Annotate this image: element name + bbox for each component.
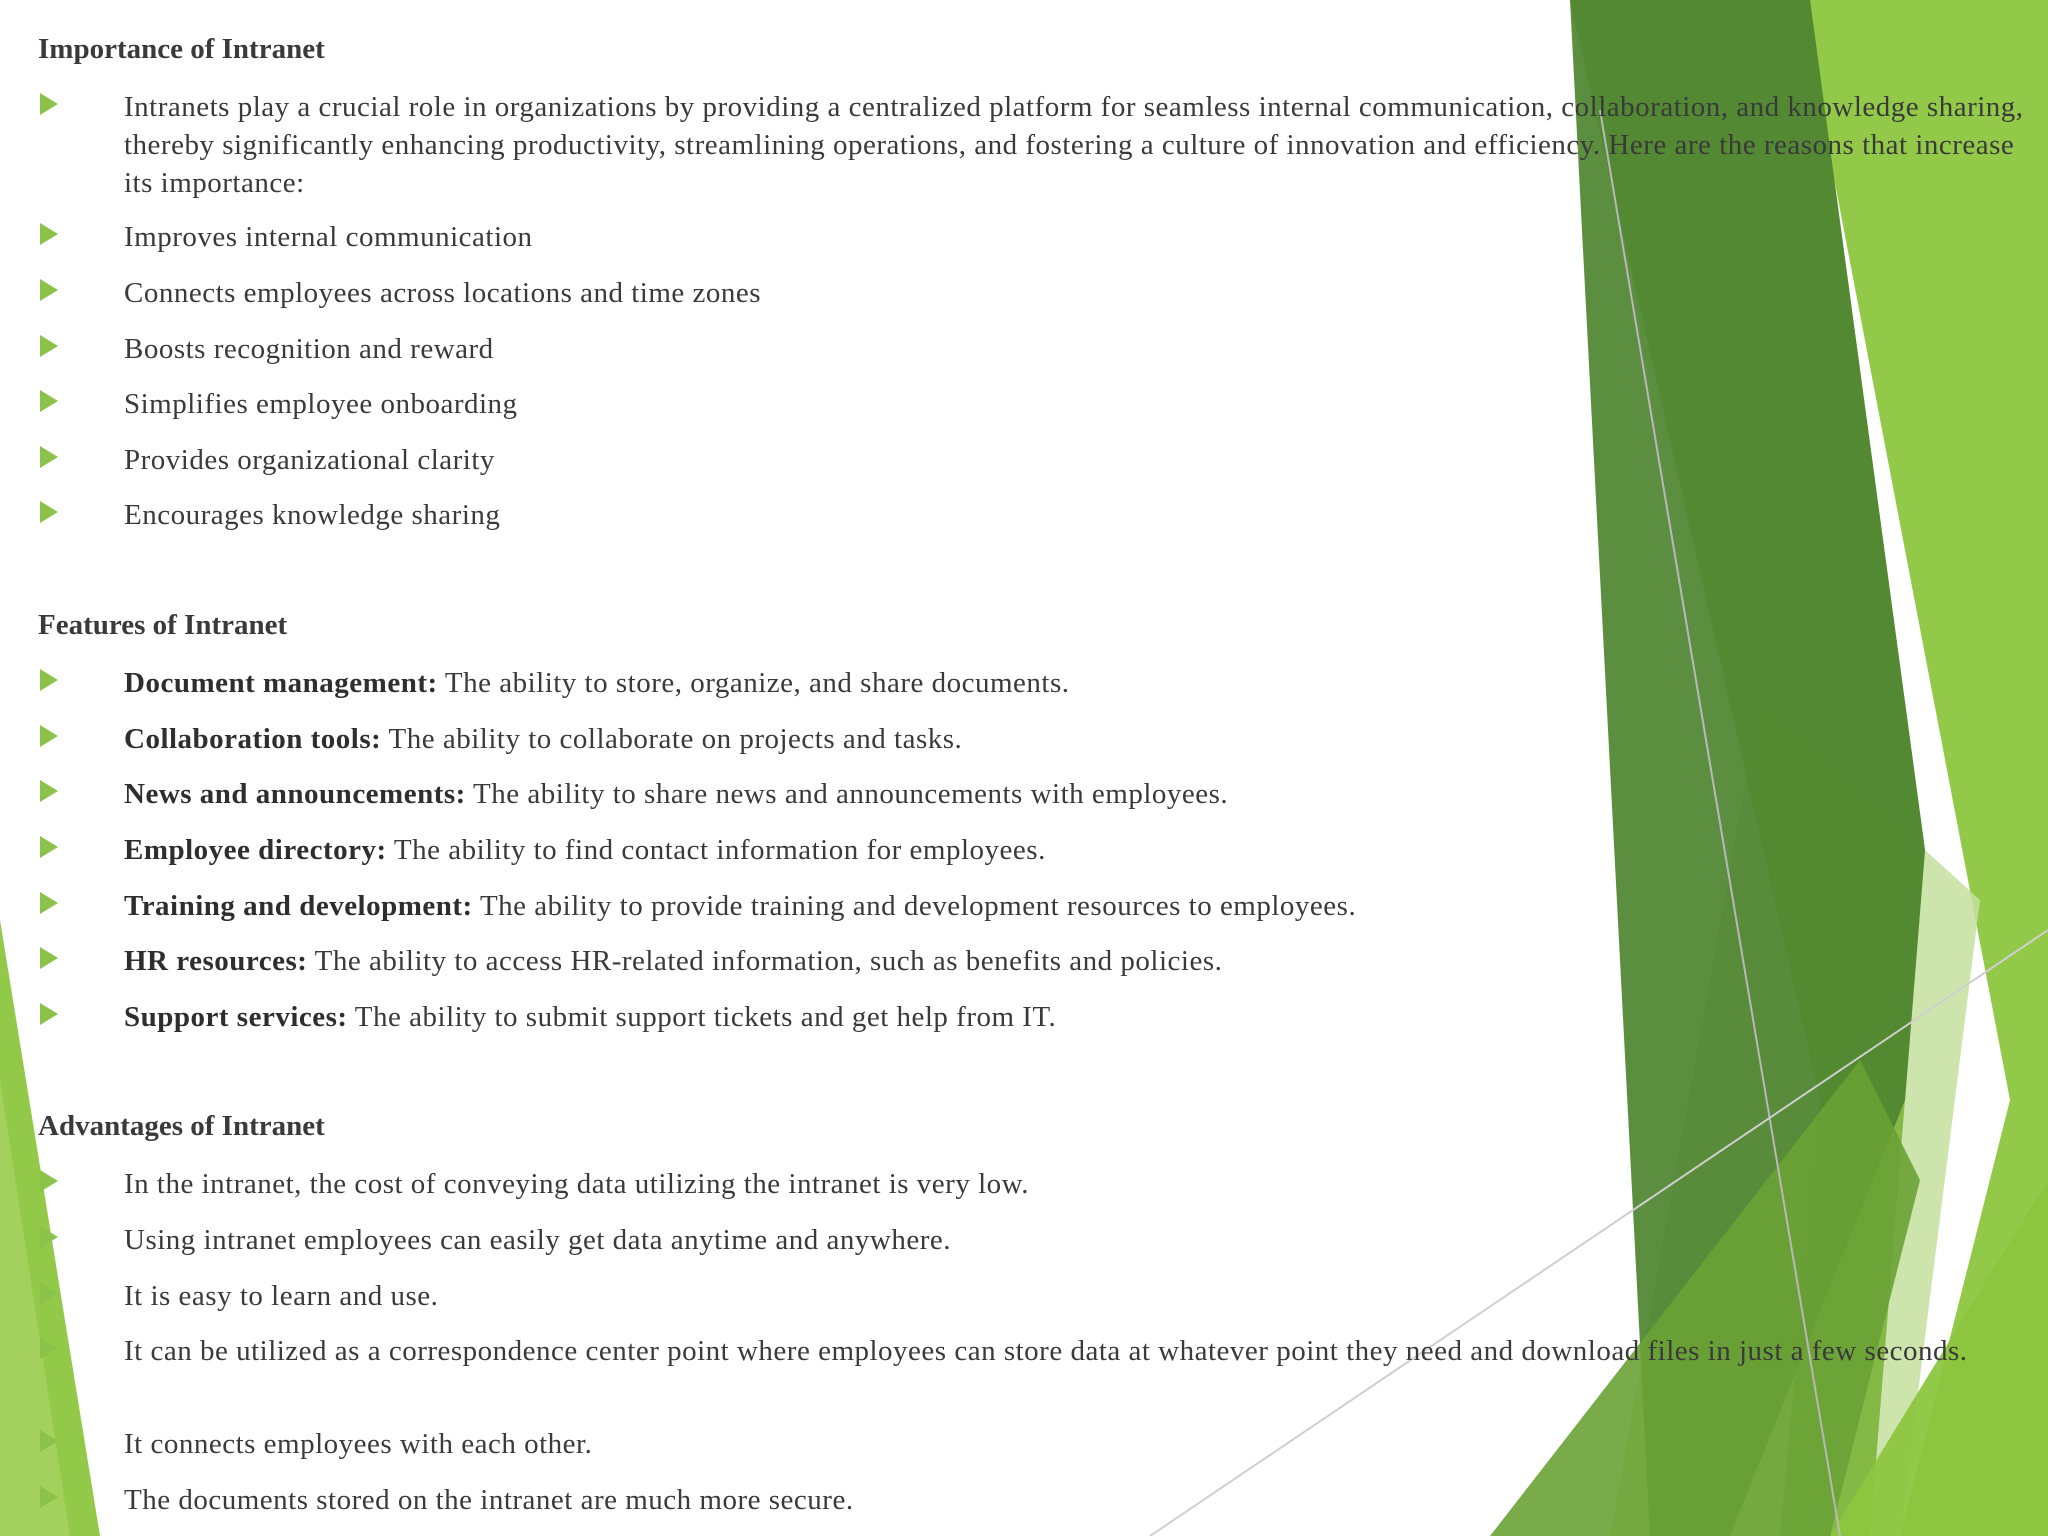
advantage-item: It is easy to learn and use.: [124, 1280, 439, 1312]
importance-item: Provides organizational clarity: [124, 444, 495, 476]
importance-item: Encourages knowledge sharing: [124, 499, 501, 531]
features-heading: Features of Intranet: [38, 609, 288, 641]
feature-term: Employee directory:: [124, 834, 387, 866]
advantage-item: The documents stored on the intranet are much more secure.: [124, 1484, 854, 1516]
triangle-right-bullet-icon: [40, 780, 58, 802]
feature-desc: The ability to submit support tickets and get help from IT.: [347, 1001, 1057, 1033]
importance-item: Improves internal communication: [124, 221, 533, 253]
feature-desc: The ability to access HR-related information, such as benefits and policies.: [307, 945, 1223, 977]
feature-item: [124, 775, 2024, 813]
triangle-right-bullet-icon: [40, 335, 58, 357]
importance-item: Connects employees across locations and time zones: [124, 277, 762, 309]
importance-intro-text: Intranets play a crucial role in organizations by providing a centralized platform for seamless internal communication, collaboration, and knowledge sharing, thereby significantly enhancing productivity, streamlining operations, and fostering a culture of innovation and efficiency. Here are the reasons that increase its importance:: [124, 91, 2024, 199]
feature-term: Training and development:: [124, 890, 473, 922]
feature-desc: The ability to find contact information for employees.: [386, 834, 1046, 866]
feature-term: Support services:: [124, 1001, 348, 1033]
feature-term: Document management:: [124, 667, 438, 699]
feature-desc: The ability to provide training and development resources to employees.: [472, 890, 1357, 922]
advantage-item: It can be utilized as a correspondence center point where employees can store data at whatever point they need and download files in just a few seconds.: [124, 1335, 1968, 1367]
triangle-right-bullet-icon: [40, 1226, 58, 1248]
importance-item: Simplifies employee onboarding: [124, 388, 518, 420]
triangle-right-bullet-icon: [40, 446, 58, 468]
advantage-item: It connects employees with each other.: [124, 1428, 593, 1460]
triangle-right-bullet-icon: [40, 1170, 58, 1192]
feature-item: [124, 664, 2024, 702]
feature-item: [124, 942, 2024, 980]
triangle-right-bullet-icon: [40, 669, 58, 691]
feature-item: [124, 831, 2024, 869]
triangle-right-bullet-icon: [40, 892, 58, 914]
feature-item: [124, 720, 2024, 758]
triangle-right-bullet-icon: [40, 725, 58, 747]
feature-desc: The ability to collaborate on projects and tasks.: [381, 723, 963, 755]
feature-item: [124, 998, 2024, 1036]
triangle-right-bullet-icon: [40, 1003, 58, 1025]
feature-item: [124, 887, 2024, 925]
triangle-right-bullet-icon: [40, 1337, 58, 1359]
advantages-heading: Advantages of Intranet: [38, 1110, 325, 1142]
triangle-right-bullet-icon: [40, 279, 58, 301]
importance-heading: Importance of Intranet: [38, 33, 325, 65]
feature-term: News and announcements:: [124, 778, 466, 810]
feature-desc: The ability to store, organize, and share documents.: [437, 667, 1070, 699]
triangle-right-bullet-icon: [40, 1430, 58, 1452]
triangle-right-bullet-icon: [40, 223, 58, 245]
triangle-right-bullet-icon: [40, 390, 58, 412]
feature-desc: The ability to share news and announcements with employees.: [465, 778, 1229, 810]
feature-term: Collaboration tools:: [124, 723, 382, 755]
triangle-right-bullet-icon: [40, 93, 58, 115]
importance-item: Boosts recognition and reward: [124, 333, 494, 365]
advantage-item: In the intranet, the cost of conveying data utilizing the intranet is very low.: [124, 1168, 1029, 1200]
triangle-right-bullet-icon: [40, 947, 58, 969]
triangle-right-bullet-icon: [40, 836, 58, 858]
triangle-right-bullet-icon: [40, 501, 58, 523]
triangle-right-bullet-icon: [40, 1486, 58, 1508]
advantage-item: Using intranet employees can easily get data anytime and anywhere.: [124, 1224, 951, 1256]
feature-term: HR resources:: [124, 945, 308, 977]
triangle-right-bullet-icon: [40, 1282, 58, 1304]
